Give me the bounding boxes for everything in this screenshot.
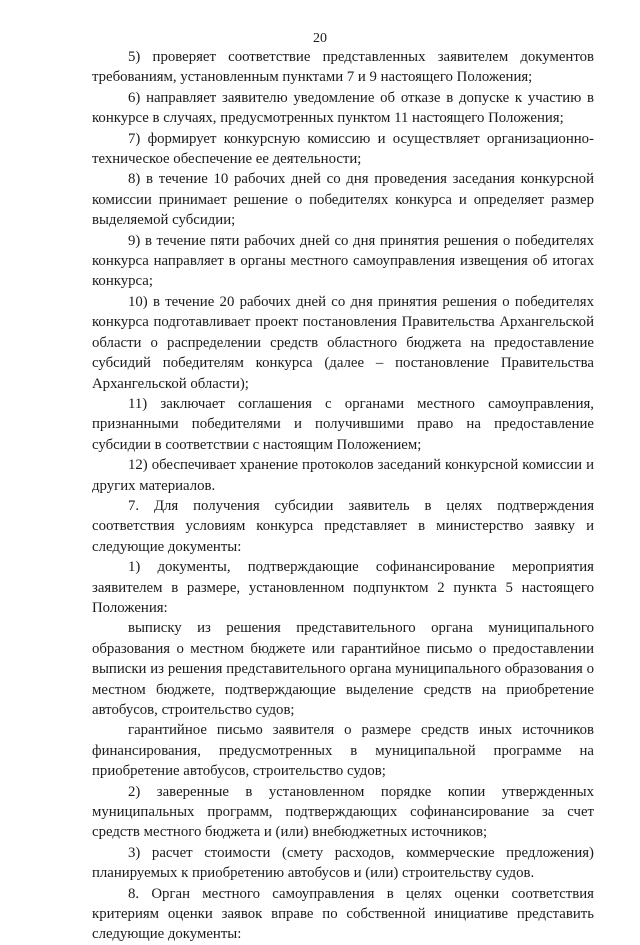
paragraph-item-8: 8) в течение 10 рабочих дней со дня проведения заседания конкурсной комиссии принимает решение о победителях конкурса и определяет размер выделяемой субсидии; — [92, 171, 594, 229]
subitem-2-paragraph: 2) заверенные в установленном порядке копии утвержденных муниципальных программ, подтверждающих софинансирование за счет средств местного бюджета и (или) внебюджетных источников; — [92, 783, 594, 841]
paragraph-item-7: 7) формирует конкурсную комиссию и осуществляет организационно-техническое обеспечение ее деятельности; — [92, 130, 594, 168]
section-8-paragraph: 8. Орган местного самоуправления в целях оценки соответствия критериям оценки заявок вправе по собственной инициативе представить следующие документы: — [92, 885, 594, 943]
paragraph-item-9: 9) в течение пяти рабочих дней со дня принятия решения о победителях конкурса направляет в органы местного самоуправления извещения об итогах конкурса; — [92, 232, 594, 290]
paragraph-item-11: 11) заключает соглашения с органами местного самоуправления, признанными победителями и получившими право на предоставление субсидии в соответствии с настоящим Положением; — [92, 395, 594, 453]
extract-paragraph: выписку из решения представительного органа муниципального образования о местном бюджете или гарантийное письмо о предоставлении выписки из решения представительного органа муниципального образования о местном бюджете, подтверждающие выделение средств на приобретение автобусов, строительство судов; — [92, 620, 594, 718]
subitem-1-paragraph: 1) документы, подтверждающие софинансирование мероприятия заявителем в размере, установленном подпунктом 2 пункта 5 настоящего Положения: — [92, 559, 594, 616]
paragraph-item-6: 6) направляет заявителю уведомление об отказе в допуске к участию в конкурсе в случаях, предусмотренных пунктом 11 настоящего Положения; — [92, 89, 594, 127]
guarantee-letter-paragraph: гарантийное письмо заявителя о размере средств иных источников финансирования, предусмотренных в муниципальной программе на приобретение автобусов, строительство судов; — [92, 722, 594, 780]
document-body — [92, 47, 594, 945]
subitem-3-paragraph: 3) расчет стоимости (смету расходов, коммерческие предложения) планируемых к приобретению автобусов и (или) строительству судов. — [92, 844, 594, 882]
page-number: 20 — [313, 31, 327, 46]
paragraph-item-5: 5) проверяет соответствие представленных заявителем документов требованиям, установленным пунктами 7 и 9 настоящего Положения; — [92, 49, 594, 86]
section-7-paragraph: 7. Для получения субсидии заявитель в целях подтверждения соответствия условиям конкурса представляет в министерство заявку и следующие документы: — [92, 497, 594, 555]
paragraph-item-12: 12) обеспечивает хранение протоколов заседаний конкурсной комиссии и других материалов. — [92, 457, 594, 494]
paragraph-item-10: 10) в течение 20 рабочих дней со дня принятия решения о победителях конкурса подготавливает проект постановления Правительства Архангельской области о распределении средств областного бюджета на предоставление субсидий победителям конкурса (далее – постановление Правительства Архангельской области); — [92, 293, 594, 392]
